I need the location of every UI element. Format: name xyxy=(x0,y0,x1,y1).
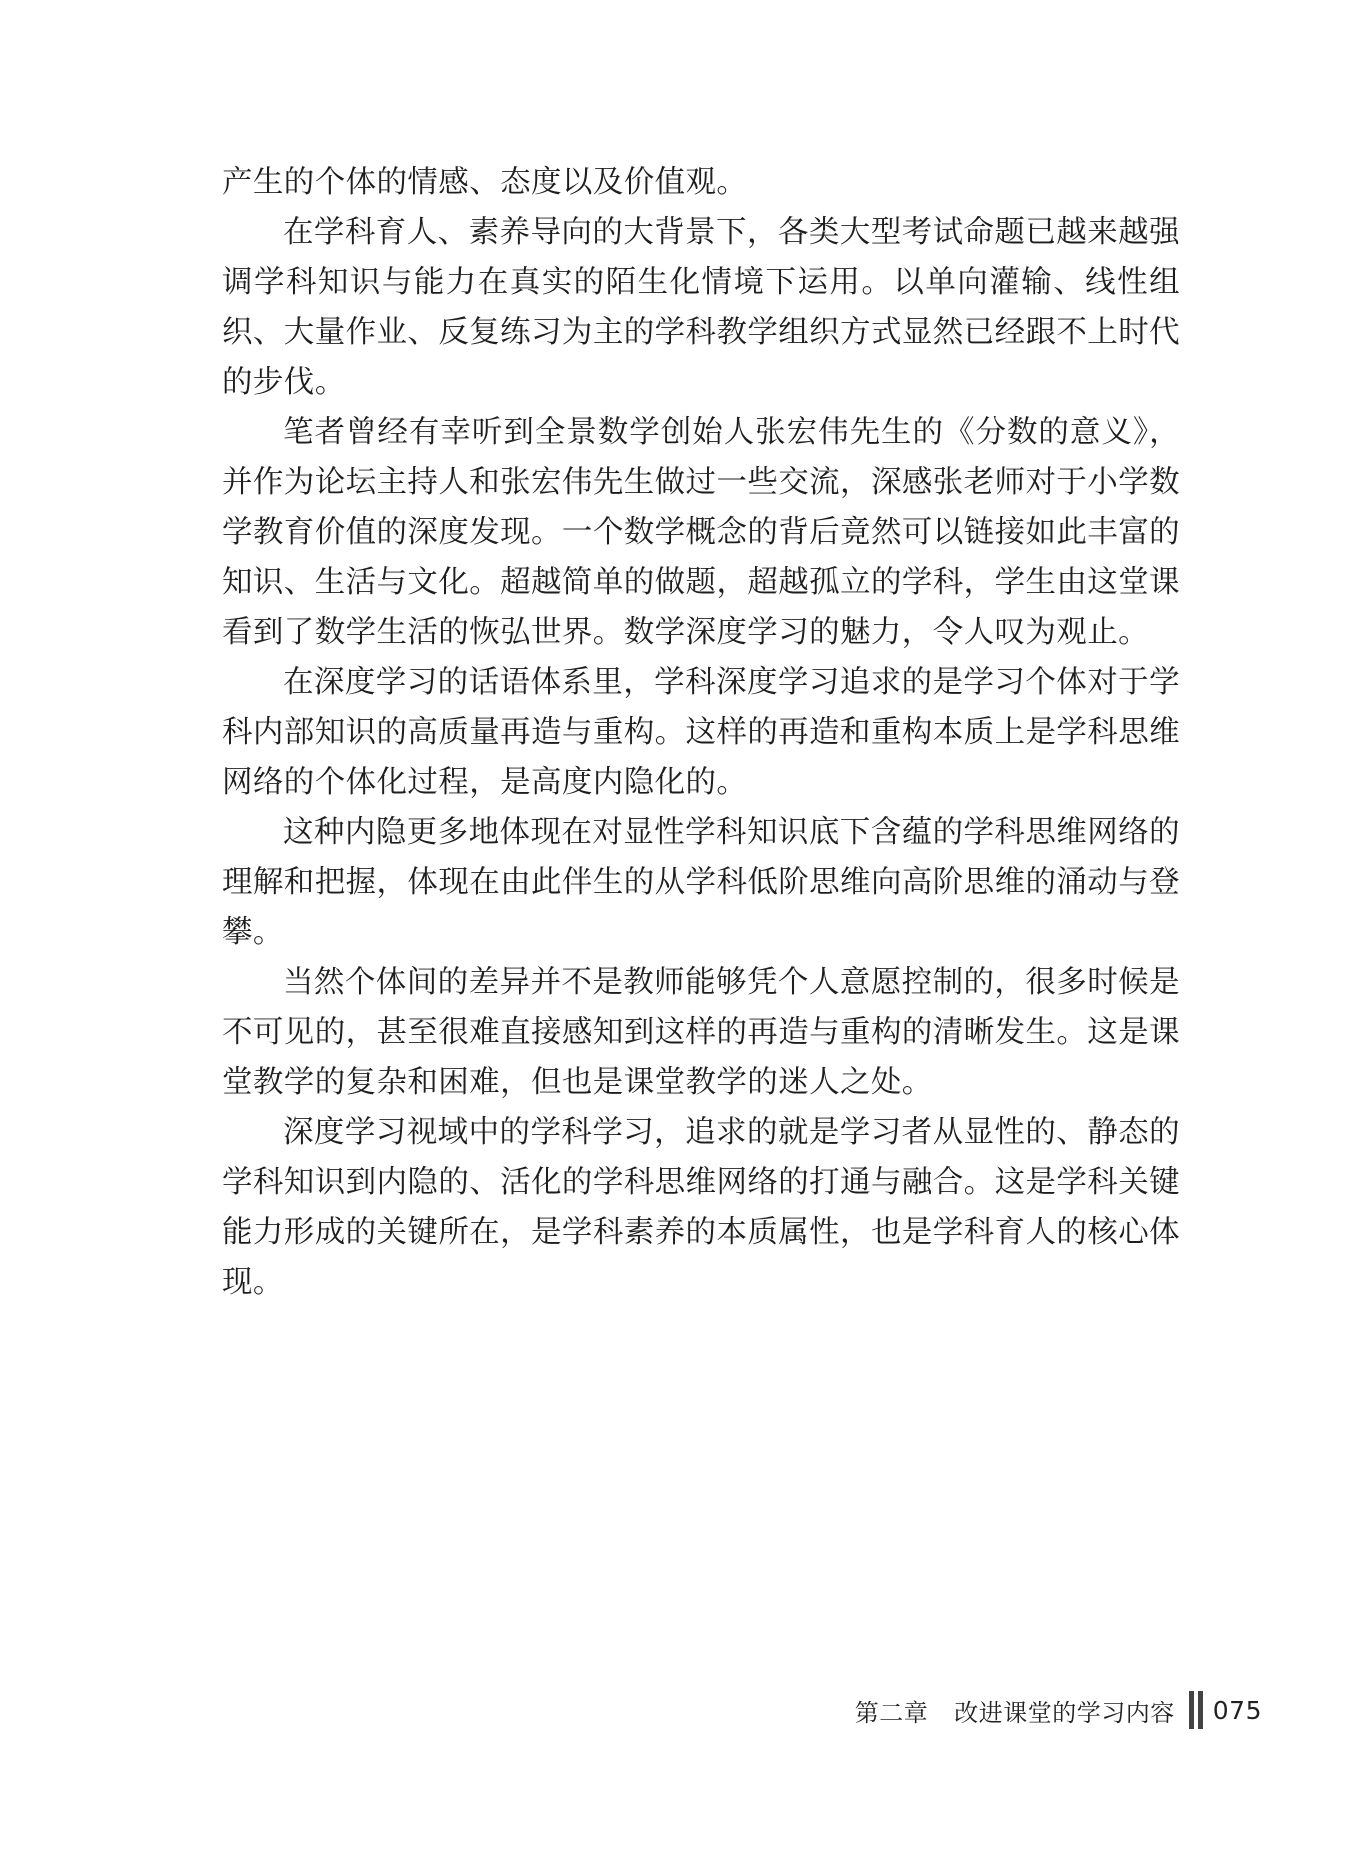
page-footer xyxy=(855,1690,1262,1730)
paragraph: 当然个体间的差异并不是教师能够凭个人意愿控制的，很多时候是不可见的，甚至很难直接感知到这样的再造与重构的清晰发生。这是课堂教学的复杂和困难，但也是课堂教学的迷人之处。 xyxy=(222,965,1180,1100)
body-text xyxy=(222,158,1180,1308)
chapter-label: 第二章 xyxy=(854,1698,929,1727)
paragraph-continued: 产生的个体的情感、态度以及价值观。 xyxy=(222,165,748,200)
page-number: 075 xyxy=(1212,1695,1262,1725)
paragraph: 在学科育人、素养导向的大背景下，各类大型考试命题已越来越强调学科知识与能力在真实的陌生化情境下运用。以单向灌输、线性组织、大量作业、反复练习为主的学科教学组织方式显然已经跟不上时代的步伐。 xyxy=(222,215,1180,400)
paragraph: 深度学习视域中的学科学习，追求的就是学习者从显性的、静态的学科知识到内隐的、活化的学科思维网络的打通与融合。这是学科关键能力形成的关键所在，是学科素养的本质属性，也是学科育人的核心体现。 xyxy=(222,1115,1180,1300)
footer-divider xyxy=(1189,1691,1203,1729)
paragraph: 这种内隐更多地体现在对显性学科知识底下含蕴的学科思维网络的理解和把握，体现在由此伴生的从学科低阶思维向高阶思维的涌动与登攀。 xyxy=(222,815,1180,950)
paragraph: 笔者曾经有幸听到全景数学创始人张宏伟先生的《分数的意义》，并作为论坛主持人和张宏伟先生做过一些交流，深感张老师对于小学数学教育价值的深度发现。一个数学概念的背后竟然可以链接如此丰富的知识、生活与文化。超越简单的做题，超越孤立的学科，学生由这堂课看到了数学生活的恢弘世界。数学深度学习的魅力，令人叹为观止。 xyxy=(222,415,1180,650)
chapter-title: 改进课堂的学习内容 xyxy=(954,1698,1175,1727)
paragraph: 在深度学习的话语体系里，学科深度学习追求的是学习个体对于学科内部知识的高质量再造与重构。这样的再造和重构本质上是学科思维网络的个体化过程，是高度内隐化的。 xyxy=(222,665,1180,800)
